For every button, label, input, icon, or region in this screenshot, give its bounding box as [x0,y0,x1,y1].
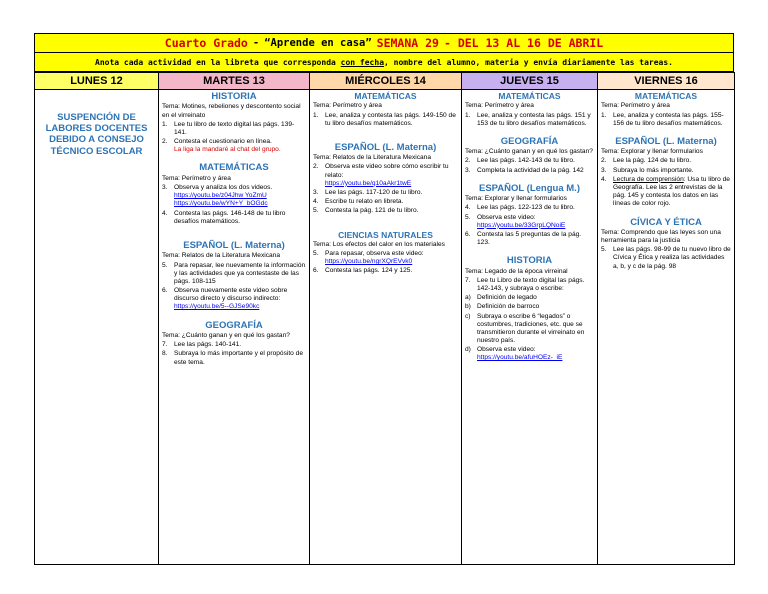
martes-historia-title: HISTORIA [211,91,257,102]
list-item: 3. Completa la actividad de la pág. 142 [465,166,584,174]
video-link[interactable]: https://youtu.be/5--GJSe90kc [174,303,260,311]
martes-mate-title: MATEMÁTICAS [199,162,269,174]
video-link[interactable]: https://youtu.be/afuHOEz-_iE [477,354,563,362]
jueves-geo-title: GEOGRAFÍA [500,135,559,147]
viernes-espanol-title: ESPAÑOL (L. Materna) [615,135,717,147]
program-name: “Aprende en casa” [264,37,372,49]
jueves-espanol-title: ESPAÑOL (Lengua M.) [479,182,580,194]
video-link[interactable]: https://youtu.be/z04Jhw YoZmU [174,192,267,200]
miercoles-espanol-title: ESPAÑOL (L. Materna) [334,141,437,153]
jueves-historia-tema: Tema: Legado de la época virreinal [465,267,568,275]
day-header-viernes: VIERNES 16 [598,73,735,90]
list-item: 4. Escribe tu relato en libreta. [313,198,404,206]
list-item: a) Definición de legado [465,294,537,302]
list-item: c) Subraya o escribe 6 “legados” o costumbres, tradiciones, etc. que se transmitieron durante el virreinato en nuestro país. [465,312,585,345]
instructions-a: Anota cada actividad en la libreta que corresponda [95,57,336,67]
list-item: 7. Lee las págs. 140-141. [162,341,242,349]
list-item: 8. Subraya lo más importante y el propósito de este tema. [162,350,304,366]
viernes-mate-title: MATEMÁTICAS [634,91,698,101]
viernes-civica-title: CÍVICA Y ÉTICA [630,216,702,228]
list-item: d) Observa este video: https://youtu.be/afuHOEz-_iE [465,346,563,362]
list-item: 4. Lectura de comprensión: Usa tu libro de Geografía. Lee las 2 entrevistas de la pág. 145 y contesta los datos en las líneas de color rojo. [601,175,730,208]
date-range: - DEL 13 AL 16 DE ABRIL [443,36,604,50]
list-item: 2. Observa este video sobre cómo escribir tu relato: https://youtu.be/q10aAkr1twE [313,163,449,187]
martes-cell [159,90,310,565]
jueves-mate-tema: Tema: Perímetro y área [465,102,534,110]
instructions-b: con fecha [340,57,385,67]
list-item: 1. Lee, analiza y contesta las págs. 155-156 de tu libro desafíos matemáticos. [601,111,724,127]
list-item: 5. Lee las págs. 98-99 de tu nuevo libro de Cívica y Ética y realiza las actividades a, b, y c de la pág. 98 [601,246,731,270]
list-item: 3. Lee las págs. 117-120 de tu libro. [313,188,423,196]
jueves-espanol-tema: Tema: Explorar y llenar formularios [465,195,567,203]
viernes-espanol-tema: Tema: Explorar y llenar formularios [601,148,703,156]
list-item: 6. Observa nuevamente este video sobre discurso directo y discurso indirecto: https://youtu.be/5--GJSe90kc [162,287,288,311]
list-item: 1. Lee, analiza y contesta las págs. 151 y 153 de tu libro desafíos matemáticos. [465,111,591,127]
list-item: b) Definición de barroco [465,303,540,311]
video-link[interactable]: https://youtu.be/q10aAkr1twE [325,179,412,187]
list-item: 3. Observa y analiza los dos videos. https://youtu.be/z04Jhw YoZmU https://youtu.be/wYN+Y_bOGdc [162,184,273,208]
chat-note: La liga la mandaré al chat del grupo. [174,146,281,154]
list-item: 5. Contesta la pág. 121 de tu libro. [313,207,419,215]
list-item: 1. Lee, analiza y contesta las págs. 149-150 de tu libro desafíos matemáticos. [313,111,456,127]
lunes-cell [35,90,159,565]
title-banner [34,33,734,53]
weekly-schedule [34,33,734,565]
martes-espanol-title: ESPAÑOL (L. Materna) [183,239,285,251]
jueves-geo-tema: Tema: ¿Cuánto ganan y en qué los gastan? [465,148,593,156]
list-item: 2. Contesta el cuestionario en línea. La liga la mandaré al chat del grupo. [162,138,281,154]
day-header-jueves: JUEVES 15 [462,73,598,90]
list-item: 6. Contesta las págs. 124 y 125. [313,267,413,275]
miercoles-mate-tema: Tema: Perímetro y área [313,102,382,110]
list-item: 1. Lee tu libro de texto digital las págs. 139-141. [162,120,295,136]
list-item: 5. Para repasar, lee nuevamente la información y las actividades que ya contestaste de las págs. 108-115 [162,261,306,285]
video-link[interactable]: https://youtu.be/wYN+Y_bOGdc [174,200,268,208]
jueves-mate-title: MATEMÁTICAS [498,91,561,101]
suspension-notice: SUSPENCIÓN DE LABORES DOCENTES DEBIDO A CONSEJO TÉCNICO ESCOLAR [45,112,148,157]
list-item: 5. Para repasar, observa este video: https://youtu.be/ngrXQrEVvk0 [313,250,424,266]
miercoles-ciencias-title: CIENCIAS NATURALES [338,229,433,240]
grade-title: Cuarto Grado [164,36,248,50]
instructions-banner [34,53,734,72]
day-header-lunes: LUNES 12 [35,73,159,90]
miercoles-espanol-tema: Tema: Relatos de la Literatura Mexicana [313,154,432,162]
martes-geo-title: GEOGRAFÍA [205,319,263,331]
list-item: 7. Lee tu Libro de texto digital las págs. 142-143, y subraya o escribe: [465,276,585,293]
miercoles-mate-title: MATEMÁTICAS [354,91,417,101]
martes-geo-tema: Tema: ¿Cuánto ganan y en qué los gastan? [162,332,290,340]
martes-espanol-tema: Tema: Relatos de la Literatura Mexicana [162,252,281,260]
list-item: 4. Contesta las págs. 146-148 de tu libro desafíos matemáticos. [162,209,286,225]
viernes-mate-tema: Tema: Perímetro y área [601,102,670,110]
video-link[interactable]: https://youtu.be/33GrpLQNoiE [477,221,566,229]
viernes-civica-tema: Tema: Comprendo que las leyes son una herramienta para la justicia [601,228,721,245]
jueves-cell [462,90,598,565]
list-item: 6. Contesta las 5 preguntas de la pág. 123. [465,230,582,247]
instructions-c: , nombre del alumno, materia y envía diariamente las tareas. [384,57,673,67]
list-item: 2. Lee la pág. 124 de tu libro. [601,157,692,165]
day-header-miercoles: MIÉRCOLES 14 [310,73,462,90]
viernes-cell [598,90,735,565]
list-item: 2. Lee las págs. 142-143 de tu libro. [465,157,575,165]
list-item: 5. Observa este video: https://youtu.be/33GrpLQNoiE [465,213,566,229]
day-header-martes: MARTES 13 [159,73,310,90]
jueves-historia-title: HISTORIA [506,255,553,267]
video-link[interactable]: https://youtu.be/ngrXQrEVvk0 [325,258,413,266]
martes-mate-tema: Tema: Perímetro y área [162,174,231,182]
miercoles-ciencias-tema: Tema: Los efectos del calor en los materiales [313,240,445,248]
list-item: 4. Lee las págs. 122-123 de tu libro. [465,204,575,212]
martes-historia-tema: Tema: Motines, rebeliones y descontento social en el virreinato [162,103,301,119]
miercoles-cell [310,90,462,565]
list-item: 3. Subraya lo más importante. [601,166,694,174]
schedule-table [34,72,735,565]
week-label: SEMANA 29 [376,36,439,50]
title-dash: - [252,37,260,49]
